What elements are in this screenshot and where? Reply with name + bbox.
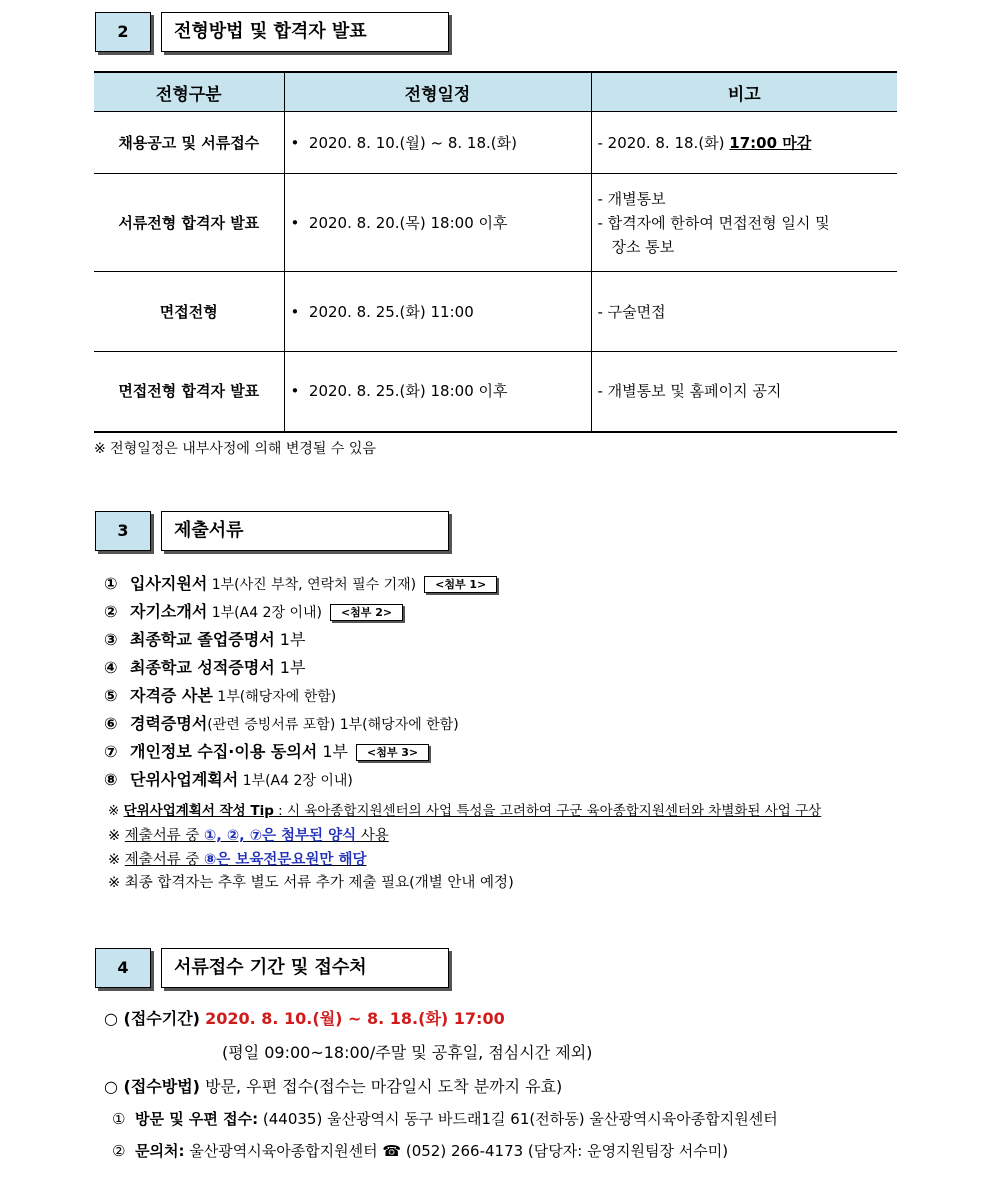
list-item: ① 입사지원서 1부(사진 부착, 연락처 필수 기재) <첨부 1> [104,570,497,598]
note-cell: - 구술면접 [591,272,897,352]
list-item: ⑥ 경력증명서(관련 증빙서류 포함) 1부(해당자에 한함) [104,714,459,733]
attachment-tag: <첨부 1> [424,576,497,593]
receipt-address: ① 방문 및 우편 접수: (44035) 울산광역시 동구 바드래1길 61(전하동) 울산광역시육아종합지원센터 [112,1110,778,1128]
note-cell: - 개별통보 - 합격자에 한하여 면접전형 일시 및 장소 통보 [591,174,897,272]
stage-cell: 서류전형 합격자 발표 [94,174,284,272]
table-row [94,272,897,352]
date-cell: • 2020. 8. 25.(화) 18:00 이후 [284,352,591,432]
doc-note-final: ※ 최종 합격자는 추후 별도 서류 추가 제출 필요(개별 안내 예정) [108,875,514,891]
list-item: ⑤ 자격증 사본 1부(해당자에 한함) [104,686,337,705]
doc-note-forms: ※ 제출서류 중 ①, ②, ⑦은 첨부된 양식 사용 [108,828,389,844]
col-header: 전형구분 [94,72,284,112]
note-cell: - 개별통보 및 홈페이지 공지 [591,352,897,432]
table-header-row [94,72,897,112]
attachment-tag: <첨부 2> [330,604,403,621]
list-item: ③ 최종학교 졸업증명서 1부 [104,630,306,649]
list-item: ⑧ 단위사업계획서 1부(A4 2장 이내) [104,770,353,789]
receipt-contact: ② 문의처: 울산광역시육아종합지원센터 ☎ (052) 266-4173 (담당자: 운영지원팀장 서수미) [112,1142,729,1160]
receipt-period-note: (평일 09:00~18:00/주말 및 공휴일, 점심시간 제외) [222,1043,593,1062]
stage-cell: 면접전형 합격자 발표 [94,352,284,432]
table-row [94,352,897,432]
stage-cell: 면접전형 [94,272,284,352]
section-title: 서류접수 기간 및 접수처 [161,948,449,988]
attachment-tag: <첨부 3> [356,744,429,761]
col-header: 전형일정 [284,72,591,112]
date-cell: • 2020. 8. 10.(월) ~ 8. 18.(화) [284,112,591,174]
note-cell: - 2020. 8. 18.(화) 17:00 마감 [591,112,897,174]
schedule-table [94,71,897,433]
section-title: 제출서류 [161,511,449,551]
section-title: 전형방법 및 합격자 발표 [161,12,449,52]
date-cell: • 2020. 8. 25.(화) 11:00 [284,272,591,352]
schedule-note: ※ 전형일정은 내부사정에 의해 변경될 수 있음 [94,441,376,457]
col-header: 비고 [591,72,897,112]
table-row [94,174,897,272]
table-row [94,112,897,174]
section-number: 3 [95,511,151,551]
stage-cell: 채용공고 및 서류접수 [94,112,284,174]
documents-list [104,570,497,794]
list-item: ② 자기소개서 1부(A4 2장 이내) <첨부 2> [104,598,497,626]
doc-note-tip: ※ 단위사업계획서 작성 Tip : 시 육아종합지원센터의 사업 특성을 고려하여 구군 육아종합지원센터와 차별화된 사업 구상 [108,803,822,819]
receipt-method: ○ (접수방법) 방문, 우편 접수(접수는 마감일시 도착 분까지 유효) [104,1077,563,1096]
section-number: 2 [95,12,151,52]
section-number: 4 [95,948,151,988]
list-item: ⑦ 개인정보 수집·이용 동의서 1부 <첨부 3> [104,738,497,766]
list-item: ④ 최종학교 성적증명서 1부 [104,658,306,677]
doc-note-plan: ※ 제출서류 중 ⑧은 보육전문요원만 해당 [108,852,367,868]
date-cell: • 2020. 8. 20.(목) 18:00 이후 [284,174,591,272]
receipt-period: ○ (접수기간) 2020. 8. 10.(월) ~ 8. 18.(화) 17:00 [104,1009,505,1028]
